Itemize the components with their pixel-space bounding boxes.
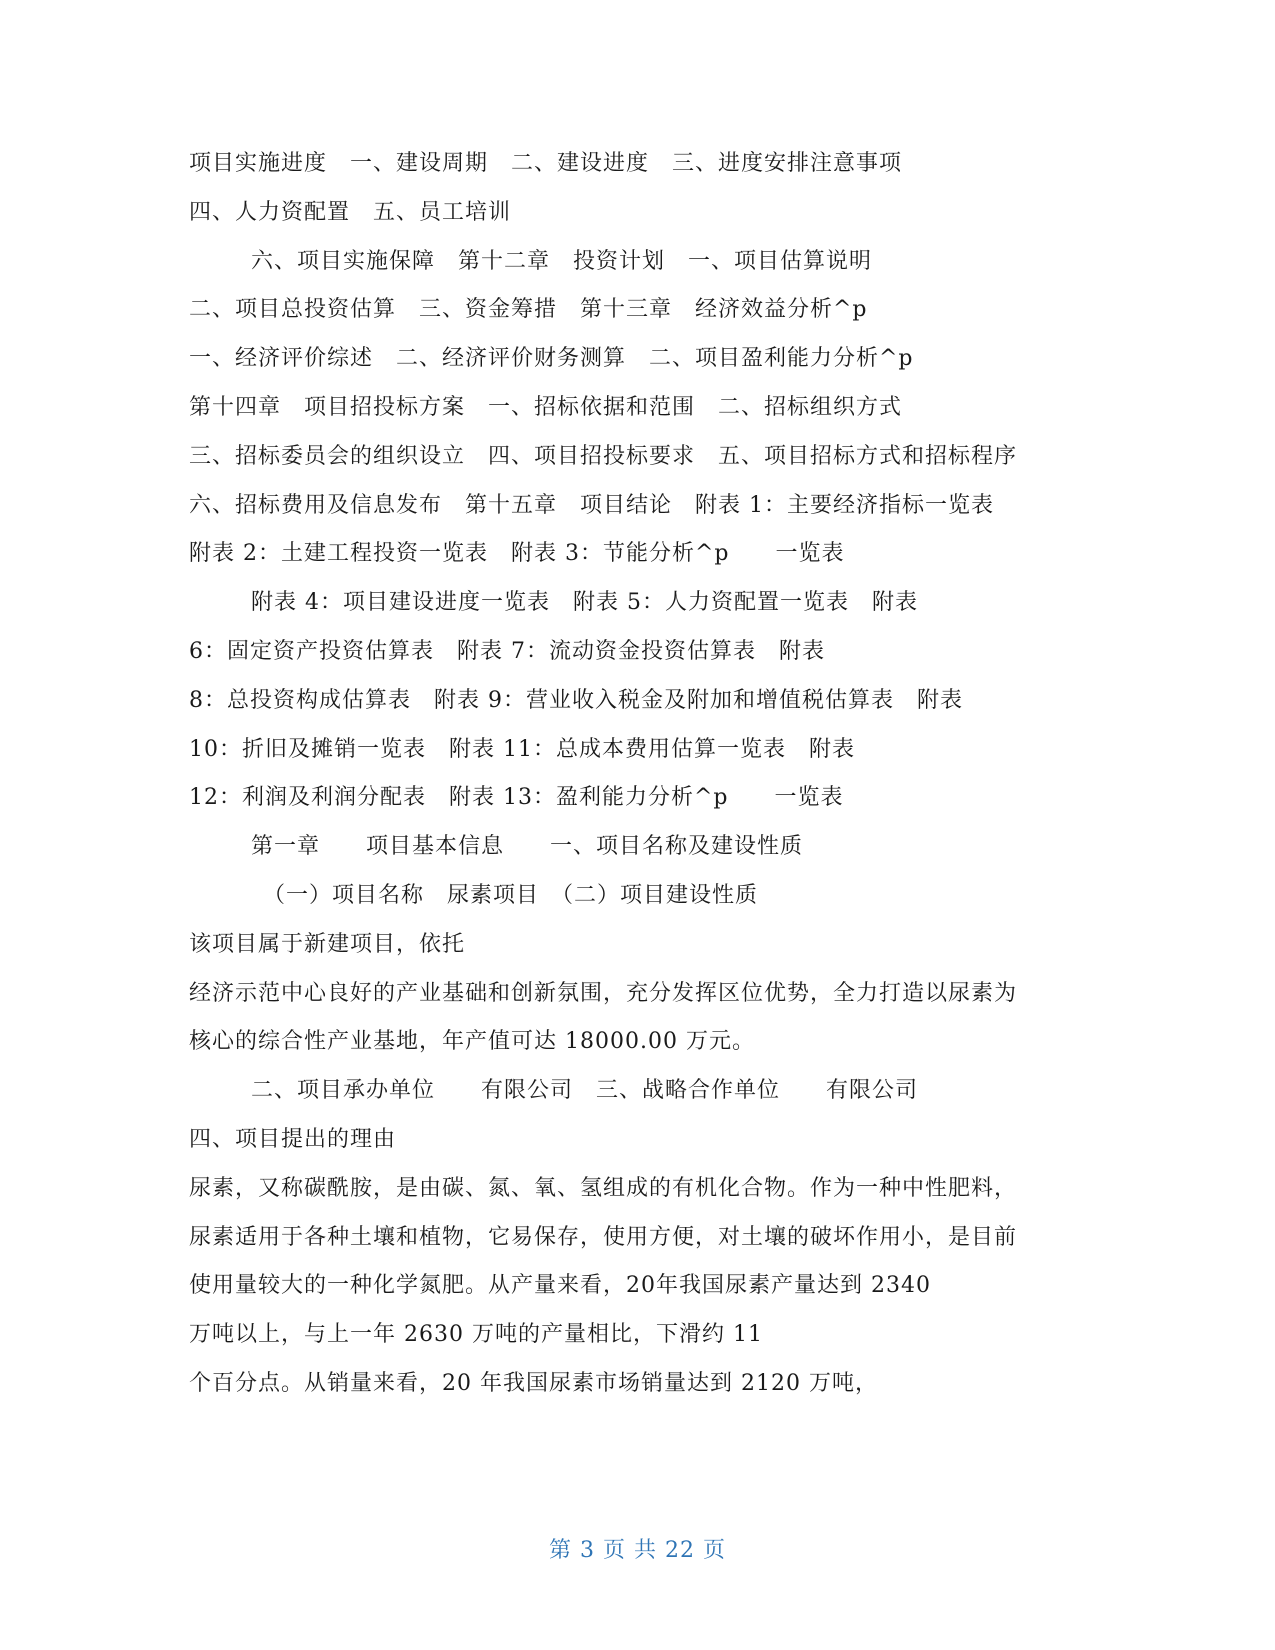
- text-line: 经济示范中心良好的产业基础和创新氛围，充分发挥区位优势，全力打造以尿素为: [189, 980, 1018, 1006]
- text-line: 万吨以上，与上一年 2630 万吨的产量相比，下滑约 11: [189, 1322, 763, 1348]
- text-line: 12：利润及利润分配表 附表 13：盈利能力分析^p 一览表: [189, 785, 844, 811]
- text-line: 10：折旧及摊销一览表 附表 11：总成本费用估算一览表 附表: [189, 736, 855, 762]
- text-line: 项目实施进度 一、建设周期 二、建设进度 三、进度安排注意事项: [189, 151, 903, 176]
- page-footer: 第 3 页 共 22 页: [549, 1538, 726, 1563]
- text-line: 该项目属于新建项目，依托: [189, 931, 466, 957]
- text-line: 6：固定资产投资估算表 附表 7：流动资金投资估算表 附表: [189, 638, 825, 664]
- text-line: 附表 2：土建工程投资一览表 附表 3：节能分析^p 一览表: [189, 541, 845, 567]
- text-line: 四、人力资配置 五、员工培训: [189, 199, 512, 225]
- text-line: 第十四章 项目招投标方案 一、招标依据和范围 二、招标组织方式: [189, 394, 903, 420]
- text-line: 使用量较大的一种化学氮肥。从产量来看，20年我国尿素产量达到 2340: [189, 1273, 931, 1299]
- section-heading: 四、项目提出的理由: [189, 1126, 397, 1152]
- text-line: 附表 4：项目建设进度一览表 附表 5：人力资配置一览表 附表: [251, 590, 918, 616]
- chapter-heading: 第一章 项目基本信息 一、项目名称及建设性质: [251, 834, 804, 860]
- text-line: 六、招标费用及信息发布 第十五章 项目结论 附表 1：主要经济指标一览表: [189, 492, 994, 518]
- text-line: 尿素，又称碳酰胺，是由碳、氮、氧、氢组成的有机化合物。作为一种中性肥料，: [189, 1175, 1018, 1201]
- text-line: 二、项目承办单位 有限公司 三、战略合作单位 有限公司: [251, 1078, 919, 1104]
- text-line: 三、招标委员会的组织设立 四、项目招投标要求 五、项目招标方式和招标程序: [189, 443, 1018, 469]
- text-line: 二、项目总投资估算 三、资金筹措 第十三章 经济效益分析^p: [189, 297, 868, 323]
- text-line: 8：总投资构成估算表 附表 9：营业收入税金及附加和增值税估算表 附表: [189, 687, 963, 713]
- text-line: 核心的综合性产业基地，年产值可达 18000.00 万元。: [189, 1029, 755, 1055]
- text-line: 六、项目实施保障 第十二章 投资计划 一、项目估算说明: [251, 248, 873, 274]
- text-line: 一、经济评价综述 二、经济评价财务测算 二、项目盈利能力分析^p: [189, 346, 914, 372]
- text-line: 个百分点。从销量来看，20 年我国尿素市场销量达到 2120 万吨，: [189, 1370, 878, 1396]
- document-body: [189, 140, 1109, 1409]
- text-line: （一）项目名称 尿素项目 （二）项目建设性质: [263, 882, 759, 908]
- text-line: 尿素适用于各种土壤和植物，它易保存，使用方便，对土壤的破坏作用小，是目前: [189, 1224, 1018, 1250]
